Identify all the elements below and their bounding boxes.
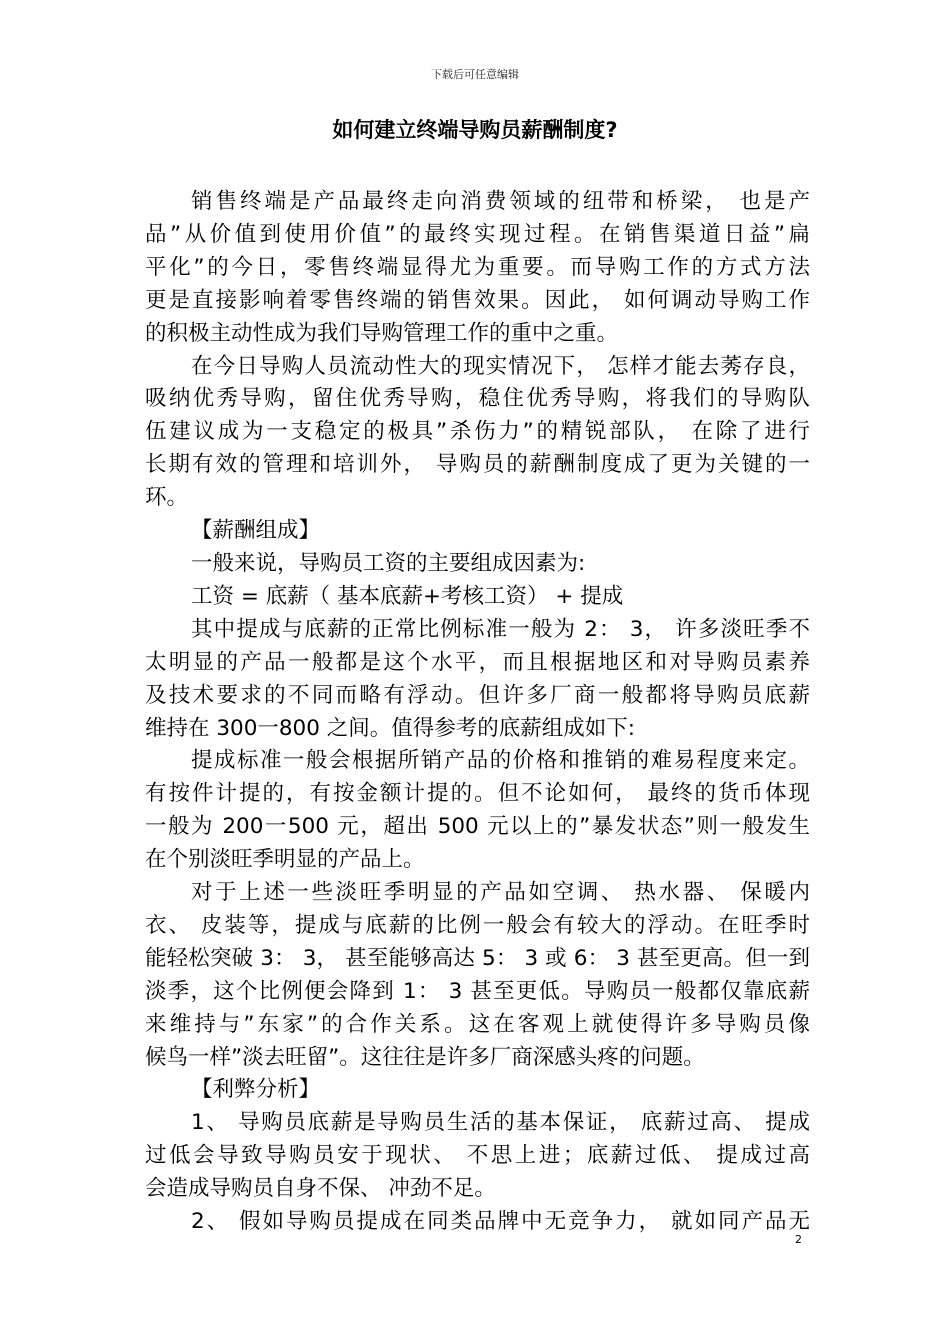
paragraph-line: 会造成导购员自身不保、 冲劲不足。	[145, 1176, 496, 1202]
paragraph-line: 提成标准一般会根据所销产品的价格和推销的难易程度来定。	[191, 748, 810, 774]
paragraph-line: 环。	[145, 485, 189, 511]
paragraph-line: 来维持与”东家”的合作关系。这在客观上就使得许多导购员像	[145, 1011, 810, 1037]
formula-line: 工资 = 底薪（ 基本底薪+考核工资） + 提成	[191, 583, 624, 609]
page-number: 2	[795, 1233, 802, 1246]
section-heading: 【薪酬组成】	[191, 518, 321, 544]
paragraph-line: 吸纳优秀导购，留住优秀导购，稳住优秀导购，将我们的导购队	[145, 386, 810, 412]
paragraph-line: 长期有效的管理和培训外， 导购员的薪酬制度成了更为关键的一	[145, 452, 810, 478]
paragraph-line: 在今日导购人员流动性大的现实情况下， 怎样才能去莠存良，	[191, 353, 810, 379]
paragraph-line: 维持在 300一800 之间。值得参考的底薪组成如下:	[145, 715, 635, 741]
header-note: 下载后可任意编辑	[431, 68, 519, 81]
section-heading: 【利弊分析】	[191, 1077, 321, 1103]
paragraph-line: 候鸟一样”淡去旺留”。这往往是许多厂商深感头疼的问题。	[145, 1044, 705, 1070]
document-title: 如何建立终端导购员薪酬制度?	[332, 118, 618, 142]
paragraph-line: 淡季，这个比例便会降到 1： 3 甚至更低。导购员一般都仅靠底薪	[145, 978, 810, 1004]
paragraph-line: 及技术要求的不同而略有浮动。但许多厂商一般都将导购员底薪	[145, 682, 810, 708]
paragraph-line: 有按件计提的，有按金额计提的。但不论如何， 最终的货币体现	[145, 781, 810, 807]
paragraph-line: 平化”的今日，零售终端显得尤为重要。而导购工作的方式方法	[145, 254, 810, 280]
paragraph-line: 的积极主动性成为我们导购管理工作的重中之重。	[145, 320, 619, 346]
paragraph-line: 更是直接影响着零售终端的销售效果。因此， 如何调动导购工作	[145, 287, 810, 313]
paragraph-line: 能轻松突破 3： 3， 甚至能够高达 5： 3 或 6： 3 甚至更高。但一到	[145, 945, 810, 971]
paragraph-line: 太明显的产品一般都是这个水平，而且根据地区和对导购员素养	[145, 649, 810, 675]
paragraph-line: 一般来说，导购员工资的主要组成因素为:	[191, 550, 586, 576]
paragraph-line: 一般为 200一500 元，超出 500 元以上的”暴发状态”则一般发生	[145, 814, 810, 840]
paragraph-line: 过低会导致导购员安于现状、 不思上进；底薪过低、 提成过高	[145, 1143, 810, 1169]
paragraph-line: 品”从价值到使用价值”的最终实现过程。在销售渠道日益”扁	[145, 221, 810, 247]
paragraph-line: 1、 导购员底薪是导购员生活的基本保证， 底薪过高、 提成	[191, 1110, 810, 1136]
paragraph-line: 销售终端是产品最终走向消费领域的纽带和桥梁， 也是产	[191, 189, 810, 214]
document-body	[145, 186, 810, 1239]
paragraph-line: 在个别淡旺季明显的产品上。	[145, 847, 425, 873]
paragraph-line: 其中提成与底薪的正常比例标准一般为 2： 3， 许多淡旺季不	[191, 616, 810, 642]
paragraph-line: 衣、 皮装等，提成与底薪的比例一般会有较大的浮动。在旺季时	[145, 912, 810, 938]
paragraph-line: 对于上述一些淡旺季明显的产品如空调、 热水器、 保暖内	[191, 880, 810, 906]
paragraph-line: 2、 假如导购员提成在同类品牌中无竞争力， 就如同产品无	[191, 1209, 810, 1235]
paragraph-line: 伍建议成为一支稳定的极具”杀伤力”的精锐部队， 在除了进行	[145, 419, 810, 445]
